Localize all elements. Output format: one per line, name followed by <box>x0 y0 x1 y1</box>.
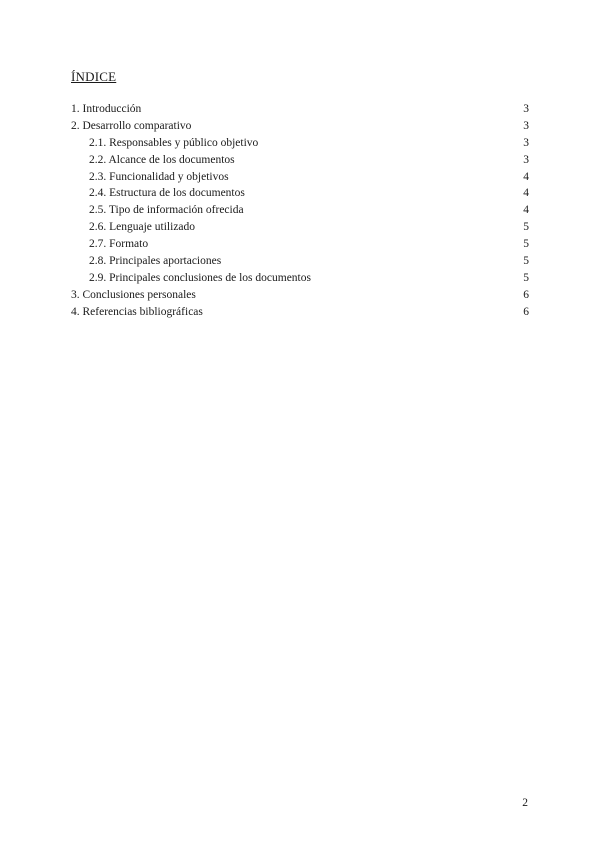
toc-entry-page: 3 <box>523 136 529 149</box>
toc-entry-desarrollo-comparativo[interactable] <box>71 118 529 135</box>
toc-entry-referencias[interactable] <box>71 304 529 321</box>
toc-entry-label: 2.7. Formato <box>89 238 149 251</box>
toc-entry-page: 5 <box>523 221 529 234</box>
toc-entry-alcance[interactable] <box>71 152 529 169</box>
toc-entry-page: 5 <box>523 255 529 268</box>
toc-entry-label: 3. Conclusiones personales <box>71 288 196 301</box>
toc-entry-label: 2. Desarrollo comparativo <box>71 119 192 132</box>
toc-entry-label: 2.5. Tipo de información ofrecida <box>89 204 244 217</box>
toc-entry-tipo-informacion[interactable] <box>71 202 529 219</box>
toc-entry-introduccion[interactable] <box>71 101 529 118</box>
toc-entry-page: 4 <box>523 170 529 183</box>
toc-entry-page: 3 <box>523 103 529 115</box>
toc-entry-label: 2.9. Principales conclusiones de los documentos <box>89 271 311 284</box>
toc-entry-conclusiones-documentos[interactable] <box>71 270 529 287</box>
toc-entry-page: 5 <box>523 271 529 284</box>
toc-entry-label: 2.6. Lenguaje utilizado <box>89 221 196 234</box>
table-of-contents <box>71 101 529 321</box>
page-title: ÍNDICE <box>71 69 117 84</box>
toc-entry-label: 2.2. Alcance de los documentos <box>89 153 235 166</box>
toc-entry-conclusiones-personales[interactable] <box>71 287 529 304</box>
toc-entry-page: 3 <box>523 153 529 166</box>
toc-entry-label: 2.1. Responsables y público objetivo <box>89 136 259 149</box>
toc-entry-page: 6 <box>523 305 529 318</box>
toc-entry-formato[interactable] <box>71 236 529 253</box>
toc-entry-label: 4. Referencias bibliográficas <box>71 305 203 318</box>
toc-entry-page: 3 <box>523 119 529 132</box>
toc-entry-label: 2.8. Principales aportaciones <box>89 255 222 268</box>
toc-entry-page: 4 <box>523 187 529 200</box>
toc-entry-label: 2.3. Funcionalidad y objetivos <box>89 170 229 183</box>
toc-entry-page: 4 <box>523 204 529 217</box>
toc-entry-label: 2.4. Estructura de los documentos <box>89 187 245 200</box>
toc-entry-page: 6 <box>523 288 529 301</box>
toc-entry-funcionalidad[interactable] <box>71 169 529 186</box>
toc-entry-estructura[interactable] <box>71 185 529 202</box>
toc-entry-responsables[interactable] <box>71 135 529 152</box>
toc-entry-aportaciones[interactable] <box>71 253 529 270</box>
toc-entry-page: 5 <box>523 238 529 251</box>
toc-entry-label: 1. Introducción <box>71 103 142 115</box>
page-number: 2 <box>522 797 528 809</box>
toc-entry-lenguaje[interactable] <box>71 219 529 236</box>
